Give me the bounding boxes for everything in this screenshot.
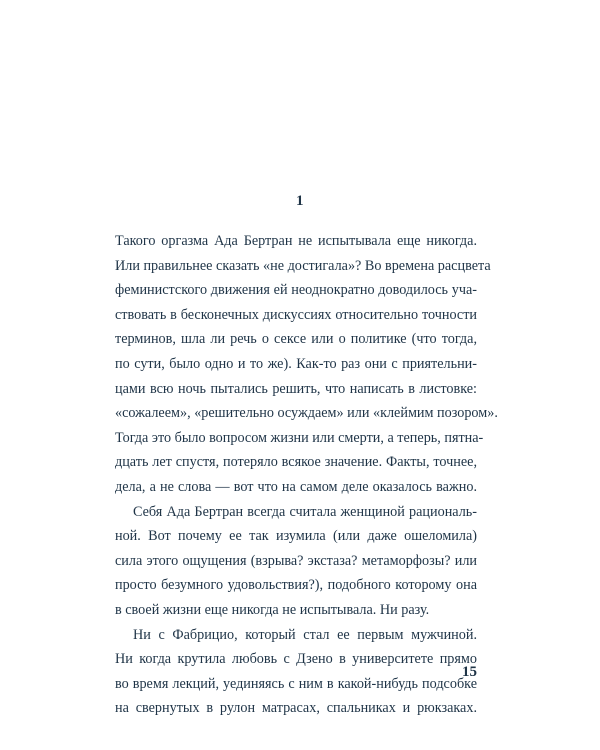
- text-line: во время лекций, уединяясь с ним в какой-нибудь подсобке: [115, 675, 477, 692]
- text-line: Или правильнее сказать «не достигала»? Во времена расцвета: [115, 257, 491, 274]
- text-line: терминов, шла ли речь о сексе или о политике (что тогда,: [115, 331, 477, 348]
- text-line: Ни с Фабрицио, который стал ее первым мужчиной.: [133, 626, 477, 643]
- text-line: на свернутых в рулон матрасах, спальниках и рюкзаках.: [115, 700, 477, 717]
- text-line: Тогда это было вопросом жизни или смерти, а теперь, пятна-: [115, 429, 484, 446]
- text-line: «сожалеем», «решительно осуждаем» или «клеймим позором».: [115, 405, 498, 422]
- text-line: дела, а не слова — вот что на самом деле оказалось важно.: [115, 478, 477, 495]
- text-line: Такого оргазма Ада Бертран не испытывала еще никогда.: [115, 233, 477, 249]
- text-line: в своей жизни еще никогда не испытывала. Ни разу.: [115, 601, 430, 618]
- text-line: феминистского движения ей неоднократно доводилось уча-: [115, 282, 477, 299]
- text-line: цами всю ночь пытались решить, что написать в листовке:: [115, 380, 477, 397]
- page-number: 15: [462, 664, 477, 680]
- text-line: сила этого ощущения (взрыва? экстаза? метаморфозы? или: [115, 552, 477, 569]
- chapter-number: 1: [296, 193, 304, 209]
- text-line: по сути, было одно и то же). Как-то раз они с приятельни-: [115, 355, 477, 372]
- text-line: ствовать в бесконечных дискуссиях относительно точности: [115, 306, 477, 323]
- text-line: Ни когда крутила любовь с Дзено в университете прямо: [115, 651, 477, 668]
- text-line: ной. Вот почему ее так изумила (или даже ошеломила): [115, 528, 477, 545]
- text-line: просто безумного удовольствия?), подобного которому она: [115, 577, 477, 594]
- text-line: дцать лет спустя, потеряло всякое значение. Факты, точнее,: [115, 454, 477, 471]
- text-line: Себя Ада Бертран всегда считала женщиной рациональ-: [133, 503, 477, 520]
- body-text: [115, 229, 498, 721]
